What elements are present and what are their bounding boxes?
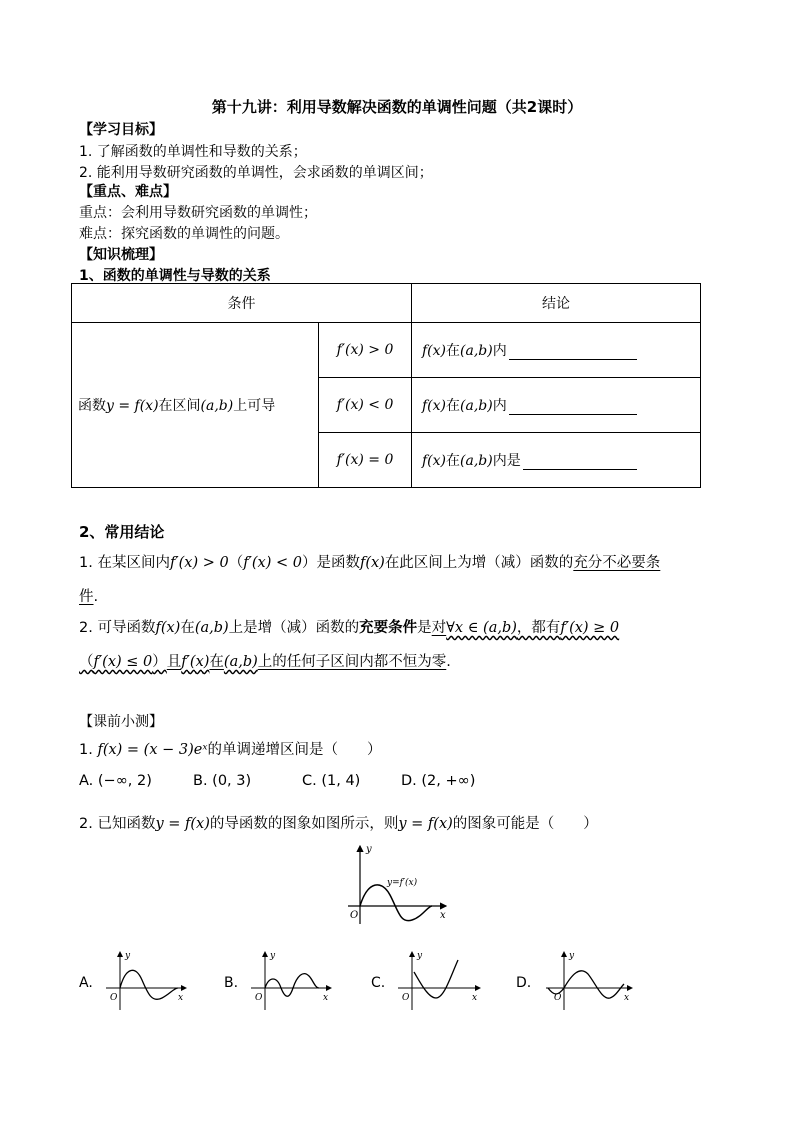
conclusion-text: 内是	[492, 453, 521, 469]
underlined-text: 在	[209, 654, 224, 670]
curve	[360, 885, 432, 921]
difficult-point: 难点：探究函数的单调性的问题。	[79, 226, 289, 242]
x-label: x	[178, 993, 184, 1003]
y-label: y	[417, 951, 423, 961]
answer-blank[interactable]	[509, 400, 637, 415]
question-2	[79, 812, 598, 833]
table-row	[319, 323, 412, 378]
objectives-heading: 【学习目标】	[79, 122, 163, 138]
table-header-conclusion: 结论	[412, 284, 701, 323]
x-label: x	[472, 993, 478, 1003]
y-label: y	[569, 951, 575, 961]
underlined-text: 件	[79, 589, 94, 605]
bold-text: 充要条件	[359, 620, 418, 636]
derivative-condition: f′(x) = 0	[336, 452, 394, 468]
conclusion-interval: (a,b)	[460, 453, 493, 469]
text: 1. 在某区间内	[79, 555, 170, 571]
section-1-heading: 1、函数的单调性与导数的关系	[79, 268, 271, 284]
math: f′(x)	[181, 654, 210, 670]
conclusion-interval: (a,b)	[460, 398, 493, 414]
text: ）是函数	[301, 555, 360, 571]
conclusion-2	[79, 616, 619, 637]
y-label: y	[125, 951, 131, 961]
underlined-text: 对	[431, 620, 447, 636]
derivative-monotonicity-table	[71, 283, 701, 488]
condition-text: 在区间	[158, 398, 201, 414]
table-row	[319, 378, 412, 433]
quiz-heading: 【课前小测】	[79, 714, 163, 730]
objective-2: 2. 能利用导数研究函数的单调性，会求函数的单调区间；	[79, 165, 433, 181]
x-label: x	[440, 910, 446, 921]
origin-label: O	[255, 993, 263, 1003]
origin-label: O	[110, 993, 118, 1003]
origin-label: O	[554, 993, 562, 1003]
choice-b-label[interactable]: B.	[224, 975, 239, 991]
math: ∀x ∈ (a,b)	[446, 620, 517, 636]
table-row	[412, 378, 701, 433]
conclusion-function: f(x)	[422, 343, 447, 359]
derivative-condition: f′(x) > 0	[336, 342, 394, 358]
text: 是	[417, 620, 432, 636]
objective-1: 1. 了解函数的单调性和导数的关系；	[79, 144, 307, 160]
wavy-text: ）	[152, 654, 167, 670]
conclusion-text: 在	[446, 398, 461, 414]
derivative-condition: f′(x) < 0	[336, 397, 394, 413]
underlined-text: 且	[166, 654, 182, 670]
math: f′(x) < 0	[243, 555, 302, 571]
wavy-text: （	[79, 654, 94, 670]
math: f(x) = (x − 3)eˣ	[97, 742, 208, 758]
origin-label: O	[402, 993, 410, 1003]
choice-c-label[interactable]: C.	[371, 975, 386, 991]
math: y = f(x)	[155, 816, 210, 832]
wavy-text: ，都有	[516, 620, 561, 636]
underlined-text: 上的任何子区间内都不恒为零	[257, 654, 447, 670]
conclusion-function: f(x)	[422, 398, 447, 414]
answer-blank[interactable]	[523, 455, 637, 470]
math: f(x)	[155, 620, 181, 636]
question-number: 1.	[79, 742, 93, 758]
math: y = f(x)	[398, 816, 453, 832]
math: (a,b)	[194, 620, 229, 636]
x-label: x	[323, 993, 329, 1003]
condition-interval: (a,b)	[200, 398, 234, 414]
underlined-text: 充分不必要条	[573, 555, 661, 571]
question-text: 2. 已知函数	[79, 816, 156, 832]
choice-c-graph[interactable]	[392, 948, 484, 1012]
conclusion-text: 在	[446, 343, 461, 359]
table-row	[412, 433, 701, 488]
option-b[interactable]: B. (0, 3)	[193, 773, 252, 789]
y-label: y	[270, 951, 276, 961]
option-c[interactable]: C. (1, 4)	[302, 773, 361, 789]
text: （	[228, 555, 244, 571]
conclusion-text: 内	[492, 343, 507, 359]
conclusion-function: f(x)	[422, 453, 447, 469]
choice-b-graph[interactable]	[245, 948, 335, 1012]
page-title: 第十九讲：利用导数解决函数的单调性问题（共2课时）	[211, 98, 583, 116]
condition-text: 上可导	[233, 398, 276, 414]
option-d[interactable]: D. (2, +∞)	[401, 773, 476, 789]
option-a[interactable]: A. (−∞, 2)	[79, 773, 152, 789]
math: f′(x) ≥ 0	[560, 620, 620, 636]
question-1	[79, 738, 382, 759]
condition-text: 函数	[78, 398, 106, 414]
table-header-condition: 条件	[72, 284, 412, 323]
condition-function: y = f(x)	[106, 398, 159, 414]
key-point: 重点：会利用导数研究函数的单调性；	[79, 205, 317, 221]
knowledge-heading: 【知识梳理】	[79, 247, 163, 263]
math: f′(x) > 0	[169, 555, 229, 571]
x-label: x	[624, 993, 630, 1003]
conclusion-interval: (a,b)	[460, 343, 493, 359]
choice-a-label[interactable]: A.	[79, 975, 93, 991]
conclusion-1	[79, 551, 660, 572]
choice-d-graph[interactable]	[540, 948, 635, 1012]
curve-label: y=f′(x)	[387, 878, 418, 888]
text: .	[446, 654, 451, 670]
question-text: 的图象可能是（ ）	[452, 816, 598, 832]
table-row	[319, 433, 412, 488]
choice-a-graph[interactable]	[100, 948, 190, 1012]
derivative-graph	[340, 840, 452, 928]
math: (a,b)	[223, 654, 258, 670]
math: f(x)	[359, 555, 385, 571]
table-condition-cell	[72, 323, 319, 488]
conclusion-2-cont	[79, 650, 451, 671]
key-points-heading: 【重点、难点】	[79, 184, 177, 200]
conclusion-text: 内	[492, 398, 507, 414]
math: f′(x) ≤ 0	[93, 654, 153, 670]
text: 上是增（减）函数的	[228, 620, 360, 636]
section-2-heading: 2、常用结论	[79, 523, 165, 541]
text: 在	[180, 620, 195, 636]
text: 2. 可导函数	[79, 620, 156, 636]
answer-blank[interactable]	[509, 345, 637, 360]
text: .	[93, 589, 99, 605]
text: 在此区间上为增（减）函数的	[384, 555, 574, 571]
conclusion-1-cont	[79, 585, 98, 606]
origin-label: O	[350, 910, 359, 921]
choice-d-label[interactable]: D.	[516, 975, 532, 991]
y-label: y	[366, 844, 372, 855]
question-text: 的单调递增区间是（ ）	[207, 742, 382, 758]
question-text: 的导函数的图象如图所示，则	[209, 816, 399, 832]
conclusion-text: 在	[446, 453, 461, 469]
table-row	[412, 323, 701, 378]
